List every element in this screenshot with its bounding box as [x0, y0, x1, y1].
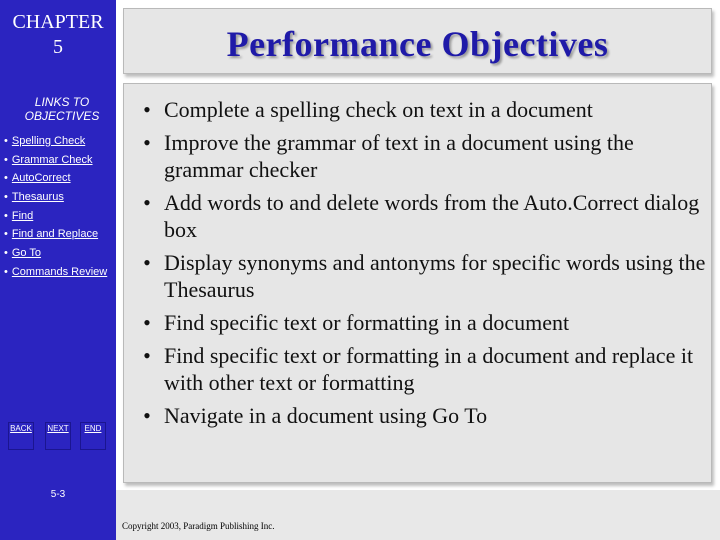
slide-title: Performance Objectives — [226, 24, 609, 64]
link-commands-review[interactable]: Commands Review — [11, 265, 108, 278]
link-item-autocorrect[interactable] — [4, 169, 107, 188]
bullet-icon: • — [143, 343, 151, 368]
link-find-and-replace[interactable]: Find and Replace — [11, 228, 99, 241]
link-thesaurus[interactable]: Thesaurus — [11, 191, 64, 204]
link-item-go-to[interactable] — [4, 244, 107, 263]
link-find[interactable]: Find — [11, 209, 34, 222]
page-number: 5-3 — [50, 489, 66, 500]
link-go-to[interactable]: Go To — [11, 247, 42, 260]
link-item-find[interactable] — [4, 207, 107, 226]
link-item-grammar-check[interactable] — [4, 151, 107, 170]
objective-text: Improve the grammar of text in a document using the grammar checker — [164, 130, 634, 182]
bullet-icon: • — [143, 250, 151, 275]
objective-text: Complete a spelling check on text in a document — [164, 97, 593, 122]
bullet-icon: • — [4, 228, 8, 241]
objective-text: Add words to and delete words from the Auto.Correct dialog box — [164, 190, 700, 242]
back-button-label: BACK — [10, 424, 32, 433]
bullet-icon: • — [4, 191, 8, 204]
objective-item — [130, 402, 708, 429]
objective-text: Find specific text or formatting in a document — [164, 310, 570, 335]
objective-item — [130, 189, 708, 243]
end-button-label: END — [84, 424, 102, 433]
next-button-label: NEXT — [47, 424, 69, 433]
bullet-icon: • — [143, 97, 151, 122]
objective-item — [130, 309, 708, 336]
link-grammar-check[interactable]: Grammar Check — [11, 153, 93, 166]
objective-text: Find specific text or formatting in a document and replace it with other text or formatting — [164, 343, 694, 395]
links-heading-line1: LINKS TO — [34, 95, 90, 109]
chapter-label-line1: CHAPTER — [12, 11, 104, 33]
bullet-icon: • — [4, 172, 8, 185]
sidebar — [0, 0, 116, 540]
objectives-panel — [123, 83, 712, 483]
bullet-icon: • — [143, 130, 151, 155]
copyright-notice: Copyright 2003, Paradigm Publishing Inc. — [122, 521, 275, 531]
link-autocorrect[interactable]: AutoCorrect — [11, 172, 71, 185]
link-item-thesaurus[interactable] — [4, 188, 107, 207]
objectives-list — [130, 96, 708, 435]
objective-links-list — [4, 132, 107, 282]
end-button[interactable] — [80, 422, 106, 450]
bullet-icon: • — [4, 265, 8, 278]
objective-item — [130, 249, 708, 303]
objective-item — [130, 129, 708, 183]
bullet-icon: • — [4, 135, 8, 147]
links-to-objectives-heading — [22, 95, 102, 123]
title-panel — [123, 8, 712, 74]
bullet-icon: • — [143, 190, 151, 215]
back-button[interactable] — [8, 422, 34, 450]
link-item-find-and-replace[interactable] — [4, 225, 107, 244]
objective-text: Navigate in a document using Go To — [164, 403, 488, 428]
link-item-commands-review[interactable] — [4, 263, 107, 282]
objective-item — [130, 96, 708, 123]
link-item-spelling-check[interactable] — [4, 132, 107, 151]
footer-strip — [116, 490, 720, 540]
chapter-label — [0, 10, 116, 60]
bullet-icon: • — [143, 310, 151, 335]
bullet-icon: • — [4, 247, 8, 260]
links-heading-line2: OBJECTIVES — [24, 109, 100, 123]
bullet-icon: • — [4, 209, 8, 222]
chapter-number: 5 — [53, 36, 63, 58]
objective-item — [130, 342, 708, 396]
bullet-icon: • — [4, 153, 8, 166]
link-spelling-check[interactable]: Spelling Check — [11, 135, 86, 147]
objective-text: Display synonyms and antonyms for specific words using the Thesaurus — [164, 250, 706, 302]
next-button[interactable] — [45, 422, 71, 450]
bullet-icon: • — [143, 403, 151, 428]
